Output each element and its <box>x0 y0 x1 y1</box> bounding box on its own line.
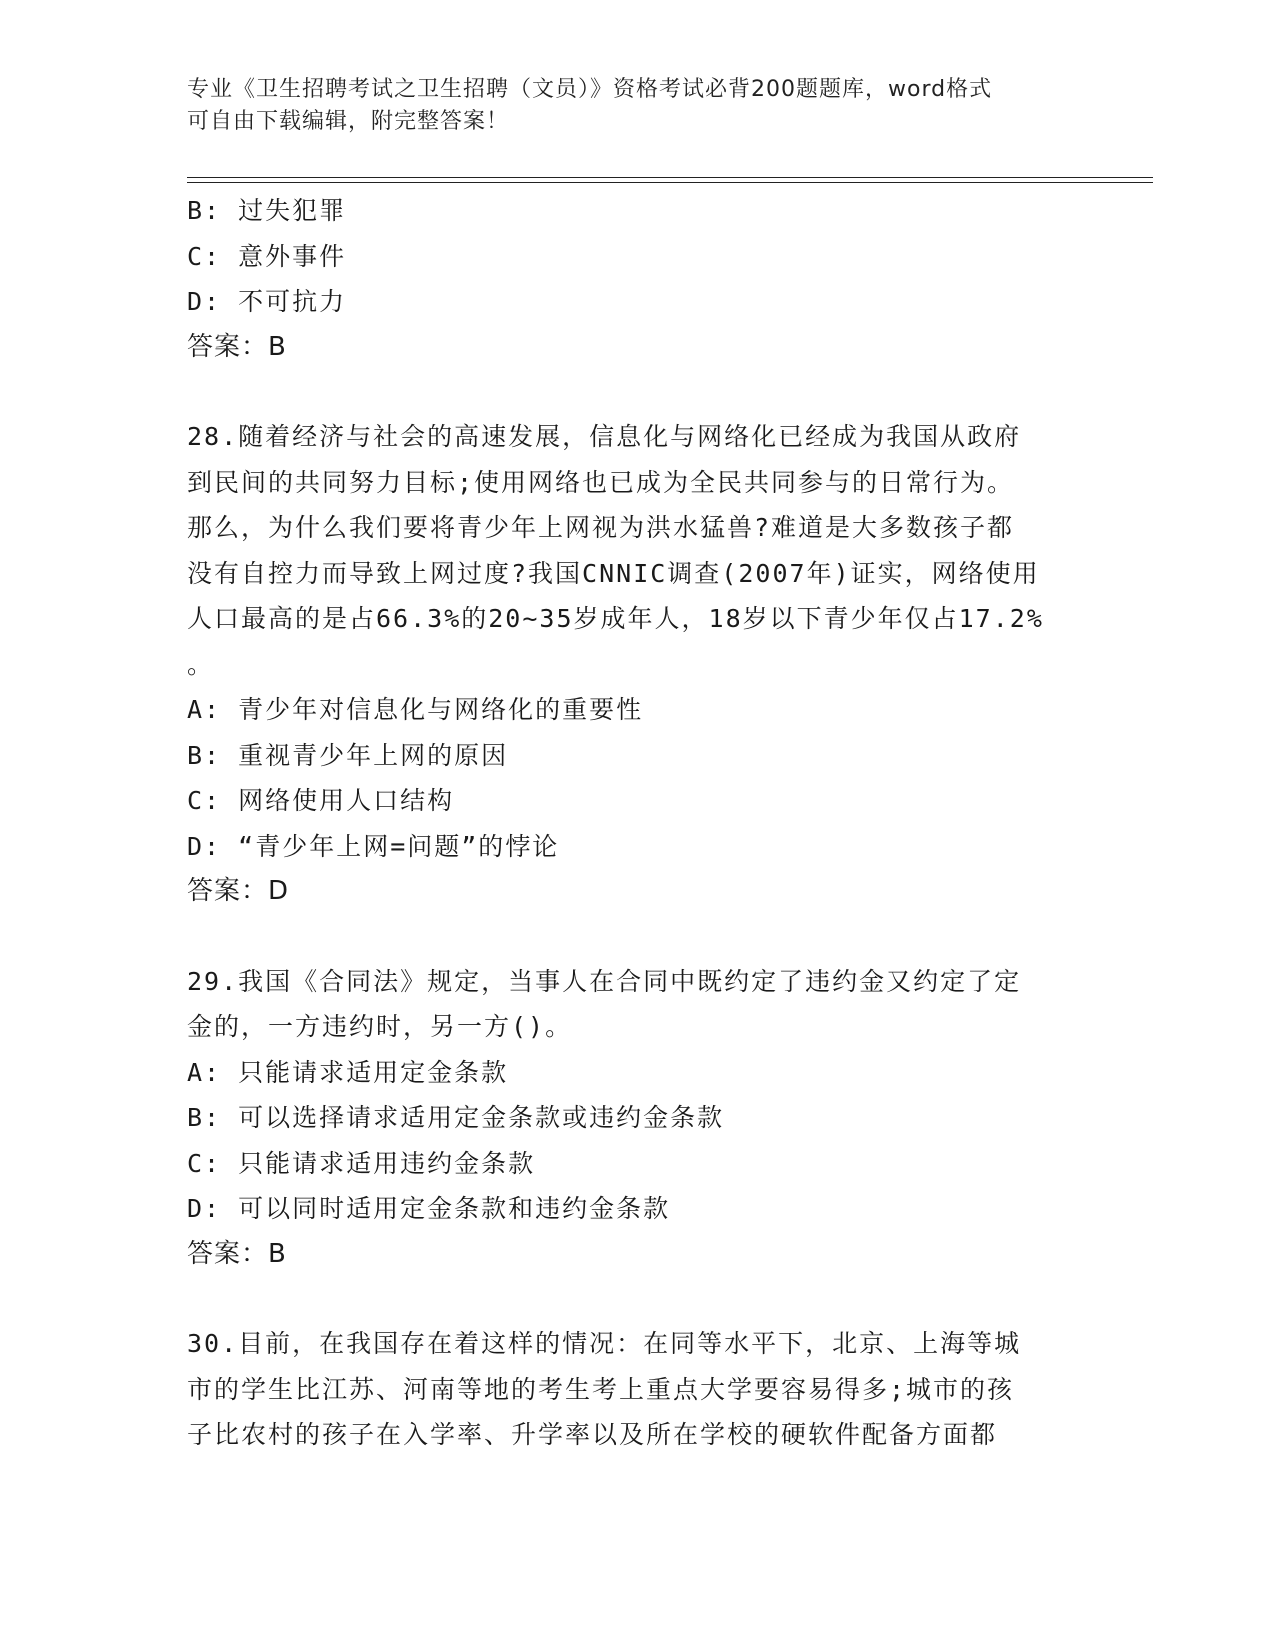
option-b: B: 重视青少年上网的原因 <box>187 740 509 770</box>
question-29 <box>187 959 1087 1278</box>
question-text-line: 那么，为什么我们要将青少年上网视为洪水猛兽?难道是大多数孩子都 <box>187 513 1015 542</box>
question-text-line: 子比农村的孩子在入学率、升学率以及所在学校的硬软件配备方面都 <box>187 1420 998 1449</box>
question-text-line: 市的学生比江苏、河南等地的考生考上重点大学要容易得多;城市的孩 <box>187 1374 1015 1404</box>
document-header <box>187 74 1067 138</box>
option-a: A: 只能请求适用定金条款 <box>187 1057 509 1087</box>
question-text-line: 30.目前，在我国存在着这样的情况：在同等水平下，北京、上海等城 <box>187 1329 1022 1358</box>
question-text-line: 没有自控力而导致上网过度?我国CNNIC调查(2007年)证实，网络使用 <box>187 558 1040 588</box>
question-27 <box>187 188 1087 370</box>
header-title-line-1: 专业《卫生招聘考试之卫生招聘（文员）》资格考试必背200题题库，word格式 <box>187 77 993 102</box>
answer-line: 答案：D <box>187 876 290 906</box>
question-text-line: 金的，一方违约时，另一方()。 <box>187 1012 573 1041</box>
option-c: C: 只能请求适用违约金条款 <box>187 1148 536 1178</box>
question-28 <box>187 414 1087 915</box>
option-c: C: 网络使用人口结构 <box>187 786 455 815</box>
spacer <box>187 915 1087 959</box>
option-c: C: 意外事件 <box>187 241 347 271</box>
question-30 <box>187 1321 1087 1458</box>
question-text-line: 。 <box>187 649 215 679</box>
question-text-line: 29.我国《合同法》规定，当事人在合同中既约定了违约金又约定了定 <box>187 966 1022 996</box>
option-d: D: 不可抗力 <box>187 287 347 316</box>
spacer <box>187 370 1087 414</box>
option-d: D: “青少年上网=问题”的悖论 <box>187 831 560 861</box>
answer-line: 答案：B <box>187 1238 287 1269</box>
question-content <box>187 188 1087 1458</box>
question-text-line: 28.随着经济与社会的高速发展，信息化与网络化已经成为我国从政府 <box>187 422 1022 451</box>
option-a: A: 青少年对信息化与网络化的重要性 <box>187 695 644 724</box>
spacer <box>187 1277 1087 1321</box>
option-d: D: 可以同时适用定金条款和违约金条款 <box>187 1194 671 1223</box>
header-title-line-2: 可自由下载编辑，附完整答案！ <box>187 109 510 134</box>
question-text-line: 到民间的共同努力目标;使用网络也已成为全民共同参与的日常行为。 <box>187 467 1015 497</box>
option-b: B: 可以选择请求适用定金条款或违约金条款 <box>187 1103 725 1132</box>
option-b: B: 过失犯罪 <box>187 196 347 225</box>
answer-line: 答案：B <box>187 331 287 362</box>
question-text-line: 人口最高的是占66.3%的20~35岁成年人，18岁以下青少年仅占17.2% <box>187 604 1044 633</box>
header-divider <box>187 177 1153 183</box>
